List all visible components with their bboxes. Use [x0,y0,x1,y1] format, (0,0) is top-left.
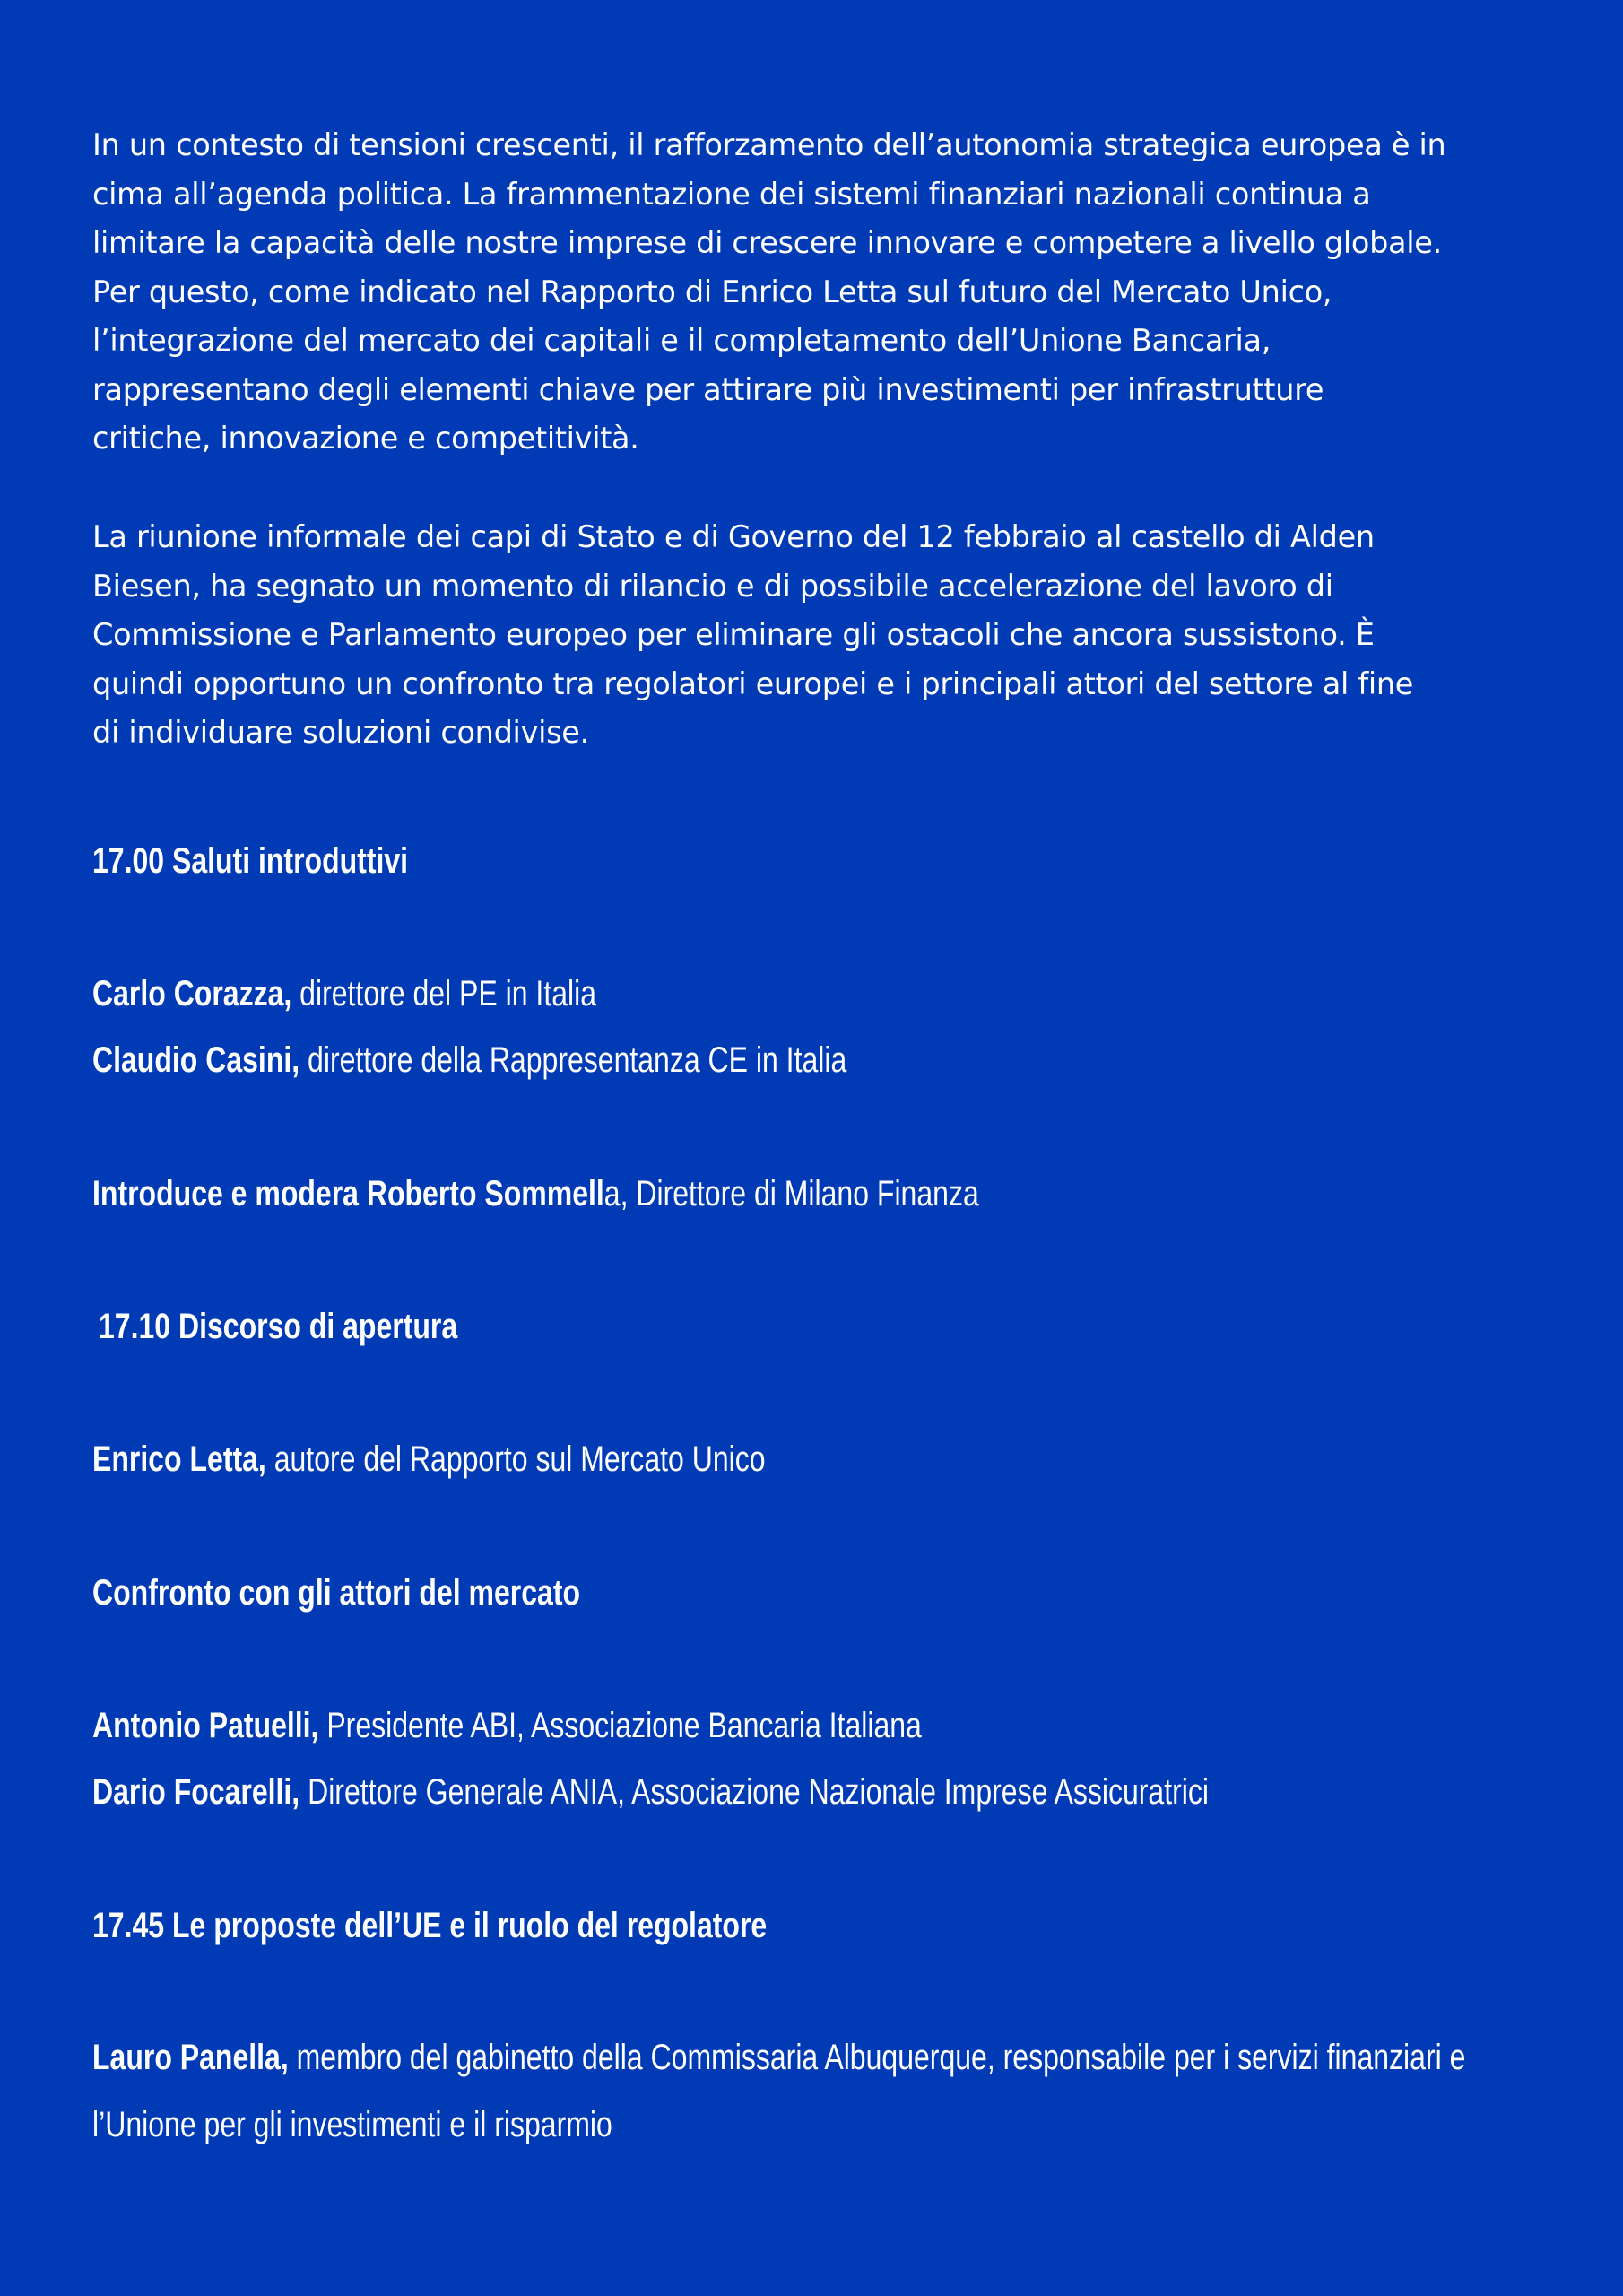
speaker-role: autore del Rapporto sul Mercato Unico [265,1439,766,1479]
speaker-name: Lauro Panella, [92,2038,289,2077]
intro-paragraph-1: In un contesto di tensioni crescenti, il rafforzamento dell’autonomia strategica europea è in cima all’agenda politica. La frammentazione dei sistemi finanziari nazionali continua a limitare la capacità delle nostre imprese di crescere innovare e competere a livello globale. Per questo, come indicato nel Rapporto di Enrico Letta sul futuro del Mercato Unico, l’integrazione del mercato dei capitali e il completamento dell’Unione Bancaria, rappresentano degli elementi chiave per attirare più investimenti per infrastrutture critiche, innovazione e competitività. [92,127,1446,456]
speaker-role: direttore della Rappresentanza CE in Italia [299,1040,847,1080]
speaker-corazza [92,969,596,1019]
session-heading-apertura-text: 17.10 Discorso di apertura [99,1307,458,1346]
speaker-name: Antonio Patuelli, [92,1706,319,1745]
session-heading-confronto [92,1568,580,1618]
speaker-patuelli [92,1700,922,1751]
session-heading-saluti-text: 17.00 Saluti introduttivi [92,841,409,881]
speaker-name: Dario Focarelli, [92,1772,300,1812]
speaker-role: Direttore Generale ANIA, Associazione Nazionale Imprese Assicuratrici [299,1772,1209,1812]
moderator-role: a, Direttore di Milano Finanza [603,1174,979,1213]
speaker-role: direttore del PE in Italia [291,974,597,1013]
intro-paragraph-2: La riunione informale dei capi di Stato e di Governo del 12 febbraio al castello di Alden Biesen, ha segnato un momento di rilancio e di possibile accelerazione del lavoro di Commissione e Parlamento europeo per eliminare gli ostacoli che ancora sussistono. È quindi opportuno un confronto tra regolatori europei e i principali attori del settore al fine di individuare soluzioni condivise. [92,519,1414,750]
speaker-focarelli [92,1767,1209,1817]
session-heading-confronto-text: Confronto con gli attori del mercato [92,1573,581,1613]
speaker-letta [92,1434,766,1484]
speaker-casini [92,1035,846,1085]
moderator-line [92,1169,979,1219]
session-heading-proposte-text: 17.45 Le proposte dell’UE e il ruolo del regolatore [92,1906,768,1945]
speaker-role: membro del gabinetto della Commissaria Albuquerque, responsabile per i servizi finanziari e l’Unione per gli investimenti e il risparmio [92,2038,1466,2144]
speaker-name: Enrico Letta, [92,1439,266,1479]
moderator-name: Introduce e modera Roberto Sommell [92,1174,604,1213]
speaker-name: Claudio Casini, [92,1040,300,1080]
session-heading-saluti [92,836,408,886]
speaker-name: Carlo Corazza, [92,974,292,1013]
speaker-role: Presidente ABI, Associazione Bancaria Italiana [318,1706,922,1745]
speaker-panella [92,2024,1549,2159]
session-heading-apertura [99,1301,457,1352]
session-heading-proposte [92,1900,767,1951]
